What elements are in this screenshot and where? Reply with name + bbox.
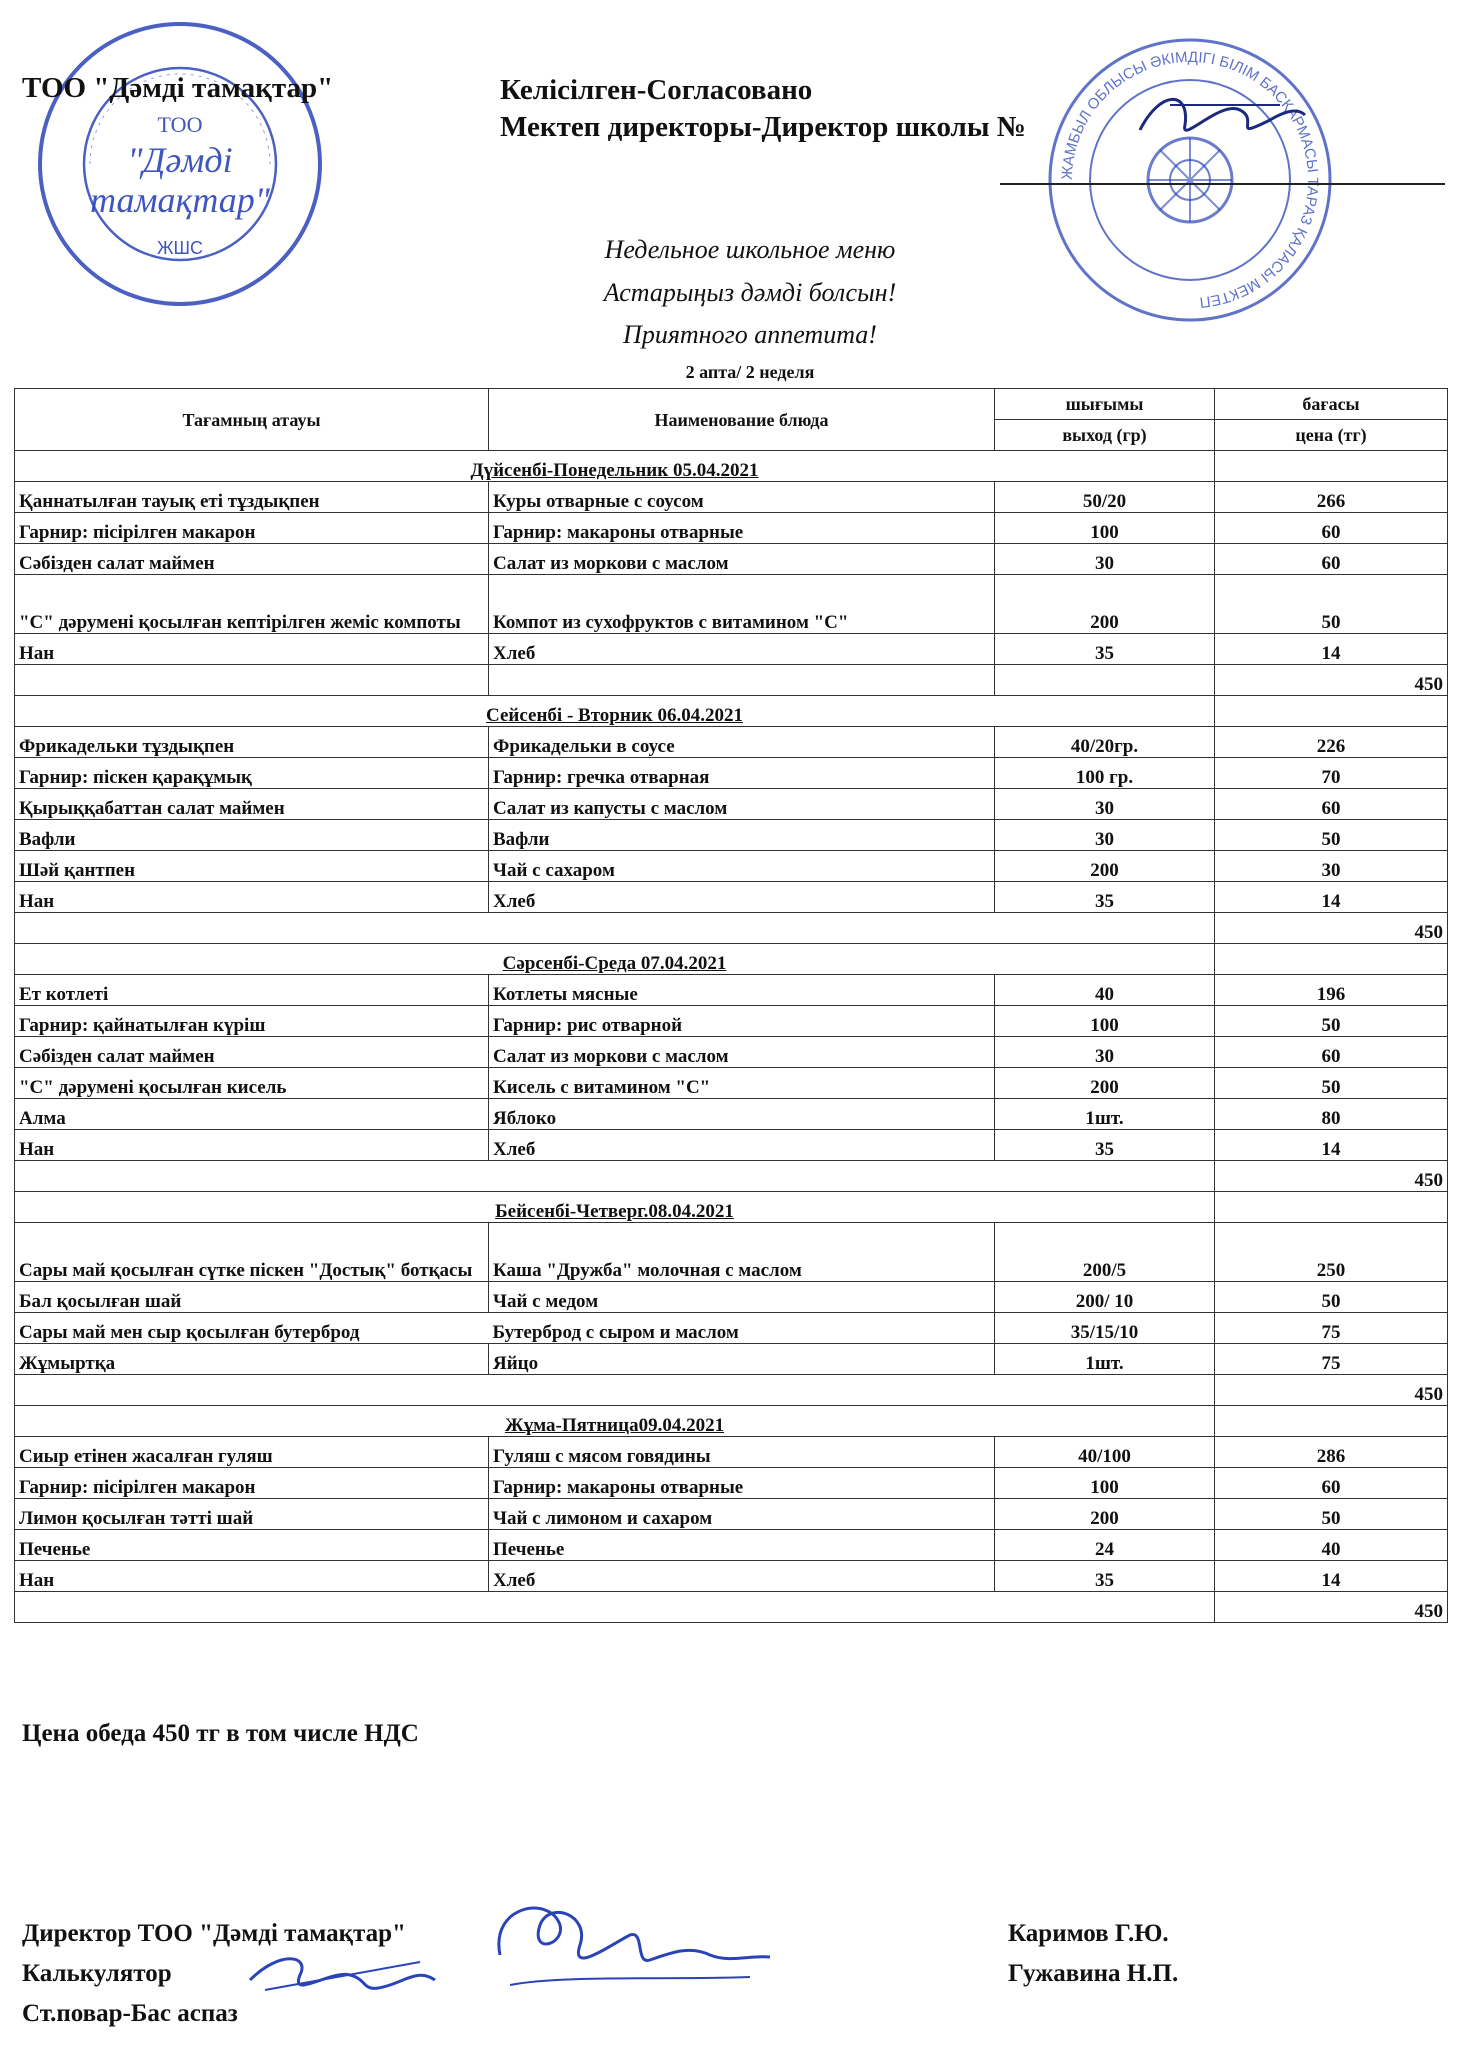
dish-name-kz: Фрикадельки тұздықпен: [15, 727, 489, 758]
table-row: [15, 727, 1448, 758]
total-row: [15, 1592, 1448, 1623]
dish-name-ru: Салат из капусты с маслом: [489, 789, 995, 820]
school-stamp: [1040, 30, 1340, 330]
dish-name-kz: "С" дәрумені қосылған кисель: [15, 1068, 489, 1099]
table-row: [15, 1313, 1448, 1344]
day-label: Бейсенбі-Четверг.08.04.2021: [495, 1201, 734, 1222]
dish-price: 50: [1215, 820, 1448, 851]
dish-name-ru: Фрикадельки в соусе: [489, 727, 995, 758]
dish-name-kz: Вафли: [15, 820, 489, 851]
calculator-label: Калькулятор: [22, 1960, 172, 1987]
dish-price: 50: [1215, 575, 1448, 634]
table-row: [15, 882, 1448, 913]
day-label: Дүйсенбі-Понедельник 05.04.2021: [470, 460, 759, 481]
dish-price: 50: [1215, 1499, 1448, 1530]
company-name: ТОО "Дәмді тамақтар": [22, 72, 334, 104]
dish-price: 60: [1215, 513, 1448, 544]
dish-name-ru: Кисель с витамином "С": [489, 1068, 995, 1099]
lunch-price-note: Цена обеда 450 тг в том числе НДС: [22, 1720, 419, 1747]
school-director-label: Мектеп директоры-Директор школы №: [500, 111, 1026, 143]
dish-price: 14: [1215, 634, 1448, 665]
director-signature-top: [1130, 80, 1310, 150]
director-signature: [470, 1885, 790, 2015]
dish-yield: 100: [995, 513, 1215, 544]
table-row: [15, 575, 1448, 634]
dish-yield: 200/5: [995, 1223, 1215, 1282]
day-total: 450: [1215, 1375, 1448, 1406]
dish-name-kz: Нан: [15, 1130, 489, 1161]
dish-yield: 40: [995, 975, 1215, 1006]
day-row-wednesday: [15, 944, 1448, 975]
day-row-monday: [15, 451, 1448, 482]
dish-name-kz: Лимон қосылған тәтті шай: [15, 1499, 489, 1530]
dish-yield: 100: [995, 1468, 1215, 1499]
director-name: Каримов Г.Ю.: [1008, 1920, 1169, 1947]
table-row: [15, 1499, 1448, 1530]
dish-yield: 1шт.: [995, 1099, 1215, 1130]
dish-name-ru: Каша "Дружба" молочная с маслом: [489, 1223, 995, 1282]
dish-yield: 200: [995, 851, 1215, 882]
dish-name-ru: Вафли: [489, 820, 995, 851]
dish-name-ru: Салат из моркови с маслом: [489, 544, 995, 575]
dish-yield: 1шт.: [995, 1344, 1215, 1375]
table-row: [15, 1344, 1448, 1375]
dish-name-kz: Сиыр етінен жасалған гуляш: [15, 1437, 489, 1468]
signature-line: [1000, 183, 1445, 185]
dish-name-kz: Ет котлеті: [15, 975, 489, 1006]
dish-yield: 50/20: [995, 482, 1215, 513]
dish-name-kz: Шәй қантпен: [15, 851, 489, 882]
dish-name-ru: Бутерброд с сыром и маслом: [489, 1313, 995, 1344]
dish-name-ru: Салат из моркови с маслом: [489, 1037, 995, 1068]
dish-price: 75: [1215, 1344, 1448, 1375]
day-row-friday: [15, 1406, 1448, 1437]
dish-yield: 30: [995, 1037, 1215, 1068]
total-row: [15, 1375, 1448, 1406]
chef-label: Ст.повар-Бас аспаз: [22, 2000, 238, 2027]
calculator-signature: [240, 1940, 440, 2010]
table-row: [15, 851, 1448, 882]
dish-price: 50: [1215, 1068, 1448, 1099]
table-row: [15, 820, 1448, 851]
approval-title: Келісілген-Согласовано: [500, 74, 813, 106]
dish-name-ru: Гарнир: рис отварной: [489, 1006, 995, 1037]
total-row: [15, 665, 1448, 696]
dish-name-ru: Хлеб: [489, 634, 995, 665]
dish-name-ru: Котлеты мясные: [489, 975, 995, 1006]
dish-price: 286: [1215, 1437, 1448, 1468]
day-total: 450: [1215, 913, 1448, 944]
day-total: 450: [1215, 665, 1448, 696]
dish-price: 226: [1215, 727, 1448, 758]
table-row: [15, 1282, 1448, 1313]
dish-yield: 30: [995, 789, 1215, 820]
dish-price: 70: [1215, 758, 1448, 789]
table-row: [15, 1561, 1448, 1592]
dish-name-kz: Жұмыртқа: [15, 1344, 489, 1375]
table-row: [15, 1223, 1448, 1282]
table-row: [15, 1006, 1448, 1037]
dish-yield: 35: [995, 1561, 1215, 1592]
table-row: [15, 758, 1448, 789]
dish-yield: 200: [995, 1068, 1215, 1099]
dish-name-kz: Нан: [15, 1561, 489, 1592]
dish-name-ru: Хлеб: [489, 882, 995, 913]
dish-yield: 35: [995, 882, 1215, 913]
dish-name-ru: Чай с сахаром: [489, 851, 995, 882]
dish-name-kz: Гарнир: піскен қарақұмық: [15, 758, 489, 789]
dish-price: 14: [1215, 1561, 1448, 1592]
dish-name-ru: Печенье: [489, 1530, 995, 1561]
dish-price: 80: [1215, 1099, 1448, 1130]
table-row: [15, 1437, 1448, 1468]
dish-name-ru: Компот из сухофруктов с витамином "С": [489, 575, 995, 634]
dish-name-ru: Гарнир: макароны отварные: [489, 1468, 995, 1499]
dish-yield: 35: [995, 1130, 1215, 1161]
table-row: [15, 544, 1448, 575]
dish-name-kz: Печенье: [15, 1530, 489, 1561]
col-header-yield-ru: выход (гр): [995, 420, 1215, 451]
dish-yield: 35: [995, 634, 1215, 665]
stamp-text-3: ЖШС: [156, 238, 204, 258]
dish-yield: 200: [995, 575, 1215, 634]
stamp-text-too: ТОО: [157, 112, 203, 137]
dish-price: 50: [1215, 1006, 1448, 1037]
approval-block: [500, 72, 1026, 146]
dish-price: 250: [1215, 1223, 1448, 1282]
stamp-ring-text: ЖАМБЫЛ ОБЛЫСЫ ӘКІМДІГІ БІЛІМ БАСҚАРМАСЫ ТАРАЗ ҚАЛАСЫ МЕКТЕП: [1058, 48, 1322, 311]
dish-yield: 40/20гр.: [995, 727, 1215, 758]
dish-yield: 30: [995, 544, 1215, 575]
dish-name-ru: Хлеб: [489, 1561, 995, 1592]
table-row: [15, 789, 1448, 820]
day-label: Сейсенбі - Вторник 06.04.2021: [486, 705, 743, 726]
dish-price: 14: [1215, 1130, 1448, 1161]
dish-price: 60: [1215, 544, 1448, 575]
dish-name-kz: Гарнир: қайнатылған күріш: [15, 1006, 489, 1037]
table-row: [15, 634, 1448, 665]
table-row: [15, 513, 1448, 544]
dish-yield: 24: [995, 1530, 1215, 1561]
dish-name-kz: Гарнир: пісірілген макарон: [15, 513, 489, 544]
menu-table: [14, 388, 1448, 1623]
dish-yield: 40/100: [995, 1437, 1215, 1468]
stamp-text-1: "Дәмді: [127, 140, 233, 180]
dish-name-ru: Гарнир: макароны отварные: [489, 513, 995, 544]
calculator-name: Гужавина Н.П.: [1008, 1960, 1179, 1987]
table-row: [15, 482, 1448, 513]
dish-name-kz: Нан: [15, 882, 489, 913]
dish-yield: 100 гр.: [995, 758, 1215, 789]
dish-price: 60: [1215, 1037, 1448, 1068]
dish-yield: 35/15/10: [995, 1313, 1215, 1344]
dish-price: 60: [1215, 789, 1448, 820]
dish-price: 14: [1215, 882, 1448, 913]
day-row-thursday: [15, 1192, 1448, 1223]
menu-title: Недельное школьное меню: [604, 235, 896, 264]
col-header-price-ru: цена (тг): [1215, 420, 1448, 451]
table-row: [15, 975, 1448, 1006]
total-row: [15, 1161, 1448, 1192]
table-row: [15, 1130, 1448, 1161]
dish-yield: 100: [995, 1006, 1215, 1037]
col-header-price-kz: бағасы: [1215, 389, 1448, 420]
day-total: 450: [1215, 1592, 1448, 1623]
dish-price: 266: [1215, 482, 1448, 513]
day-total: 450: [1215, 1161, 1448, 1192]
dish-name-ru: Хлеб: [489, 1130, 995, 1161]
dish-yield: 200/ 10: [995, 1282, 1215, 1313]
dish-yield: 30: [995, 820, 1215, 851]
total-row: [15, 913, 1448, 944]
table-row: [15, 1037, 1448, 1068]
week-label: 2 апта/ 2 неделя: [685, 362, 815, 382]
dish-name-ru: Яйцо: [489, 1344, 995, 1375]
col-header-name-ru: Наименование блюда: [489, 389, 995, 451]
dish-name-ru: Гарнир: гречка отварная: [489, 758, 995, 789]
company-stamp: [30, 14, 330, 314]
table-row: [15, 1530, 1448, 1561]
day-row-tuesday: [15, 696, 1448, 727]
dish-yield: 200: [995, 1499, 1215, 1530]
dish-name-ru: Куры отварные с соусом: [489, 482, 995, 513]
table-row: [15, 1068, 1448, 1099]
dish-name-ru: Яблоко: [489, 1099, 995, 1130]
dish-price: 50: [1215, 1282, 1448, 1313]
dish-name-kz: Сәбізден салат маймен: [15, 544, 489, 575]
day-label: Сәрсенбі-Среда 07.04.2021: [502, 953, 727, 974]
dish-price: 75: [1215, 1313, 1448, 1344]
dish-name-kz: Нан: [15, 634, 489, 665]
dish-name-kz: Қырыққабаттан салат маймен: [15, 789, 489, 820]
col-header-name-kz: Тағамның атауы: [15, 389, 489, 451]
director-label: Директор ТОО "Дәмді тамақтар": [22, 1920, 406, 1947]
dish-name-kz: Қаннатылған тауық еті тұздықпен: [15, 482, 489, 513]
dish-name-kz: "С" дәрумені қосылған кептірілген жеміс компоты: [15, 575, 489, 634]
col-header-yield-kz: шығымы: [995, 389, 1215, 420]
dish-price: 196: [1215, 975, 1448, 1006]
dish-name-kz: Гарнир: пісірілген макарон: [15, 1468, 489, 1499]
dish-price: 60: [1215, 1468, 1448, 1499]
dish-name-ru: Чай с медом: [489, 1282, 995, 1313]
dish-name-kz: Сары май қосылған сүтке піскен "Достық" ботқасы: [15, 1223, 489, 1282]
table-row: [15, 1099, 1448, 1130]
dish-name-kz: Алма: [15, 1099, 489, 1130]
menu-greeting-ru: Приятного аппетита!: [623, 320, 877, 349]
dish-name-ru: Гуляш с мясом говядины: [489, 1437, 995, 1468]
dish-name-kz: Сәбізден салат маймен: [15, 1037, 489, 1068]
dish-name-kz: Сары май мен сыр қосылған бутерброд: [15, 1313, 489, 1344]
stamp-text-2: тамақтар": [90, 180, 270, 220]
dish-name-ru: Чай с лимоном и сахаром: [489, 1499, 995, 1530]
day-label: Жұма-Пятница09.04.2021: [504, 1415, 725, 1436]
dish-name-kz: Бал қосылған шай: [15, 1282, 489, 1313]
menu-greeting-kz: Астарыңыз дәмді болсын!: [603, 278, 897, 307]
dish-price: 40: [1215, 1530, 1448, 1561]
table-row: [15, 1468, 1448, 1499]
dish-price: 30: [1215, 851, 1448, 882]
